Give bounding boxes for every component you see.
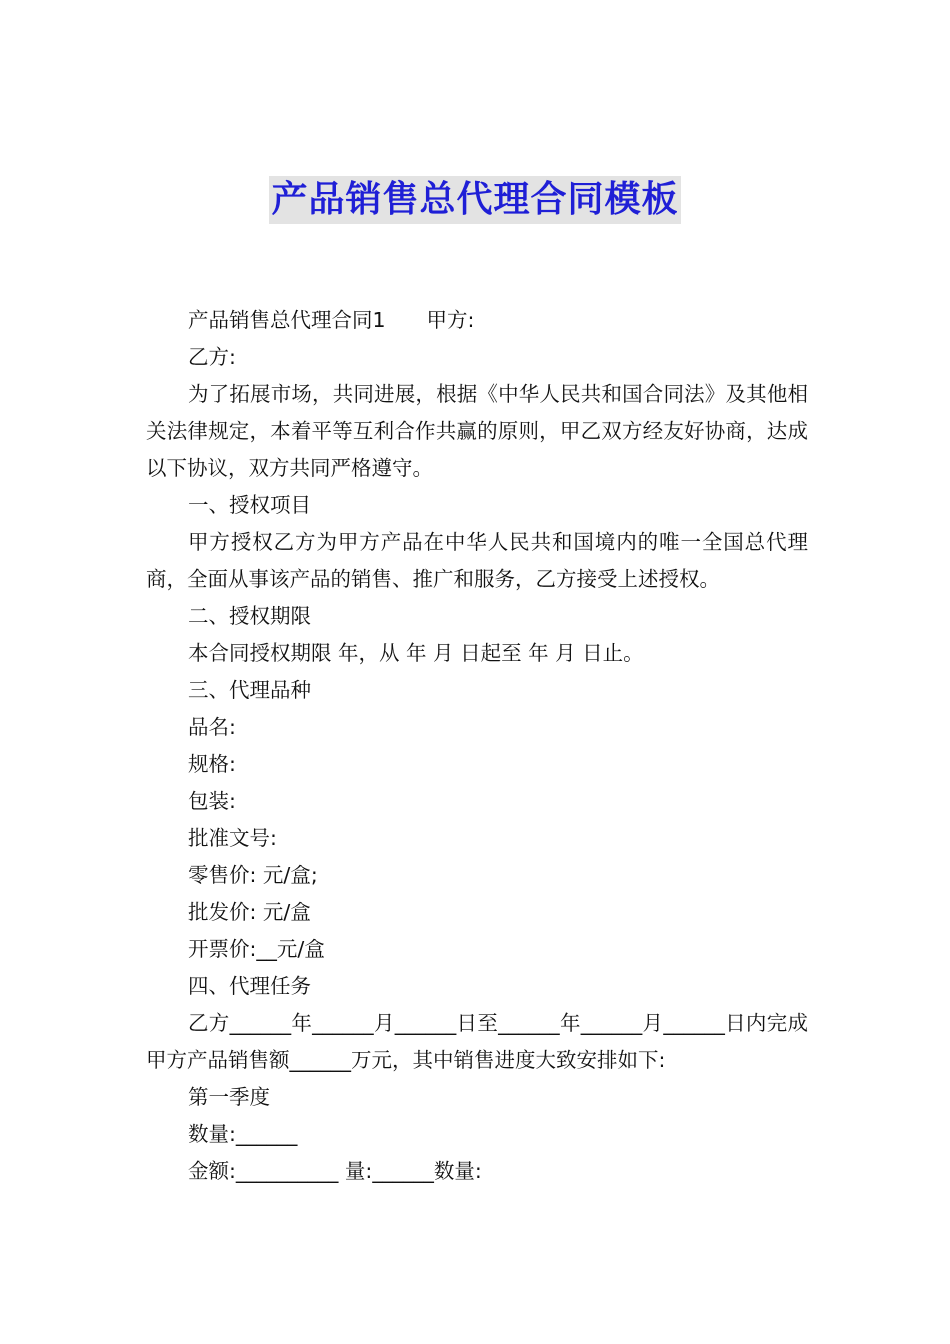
- section-1-paragraph: 甲方授权乙方为甲方产品在中华人民共和国境内的唯一全国总代理商，全面从事该产品的销售、推广和服务，乙方接受上述授权。: [146, 530, 808, 591]
- packaging-line: 包装:: [188, 789, 236, 813]
- header-line: 产品销售总代理合同1 甲方:: [188, 308, 475, 332]
- section-heading-3: 三、代理品种: [188, 678, 311, 702]
- party-b-line: 乙方:: [188, 345, 236, 369]
- section-heading-2: 二、授权期限: [188, 604, 311, 628]
- wholesale-price-line: 批发价: 元/盒: [188, 900, 311, 924]
- amount-line: 金额:__________ 量:______数量:: [188, 1159, 482, 1183]
- section-4-paragraph: 乙方______年______月______日至______年______月______日内完成甲方产品销售额______万元，其中销售进度大致安排如下:: [146, 1011, 808, 1072]
- quantity-line: 数量:______: [188, 1122, 298, 1146]
- document-title: 产品销售总代理合同模板: [269, 176, 680, 224]
- spec-line: 规格:: [188, 752, 236, 776]
- section-2-paragraph: 本合同授权期限 年，从 年 月 日起至 年 月 日止。: [188, 641, 644, 665]
- retail-price-line: 零售价: 元/盒;: [188, 863, 318, 887]
- product-name-line: 品名:: [188, 715, 236, 739]
- approval-number-line: 批准文号:: [188, 826, 277, 850]
- first-quarter-line: 第一季度: [188, 1085, 270, 1109]
- section-heading-4: 四、代理任务: [188, 974, 311, 998]
- preamble-paragraph: 为了拓展市场，共同进展，根据《中华人民共和国合同法》及其他相关法律规定，本着平等互利合作共赢的原则，甲乙双方经友好协商，达成以下协议，双方共同严格遵守。: [146, 382, 808, 480]
- title-area: [0, 176, 950, 224]
- document-body: [146, 302, 808, 1190]
- section-heading-1: 一、授权项目: [188, 493, 311, 517]
- invoice-price-line: 开票价:__元/盒: [188, 937, 325, 961]
